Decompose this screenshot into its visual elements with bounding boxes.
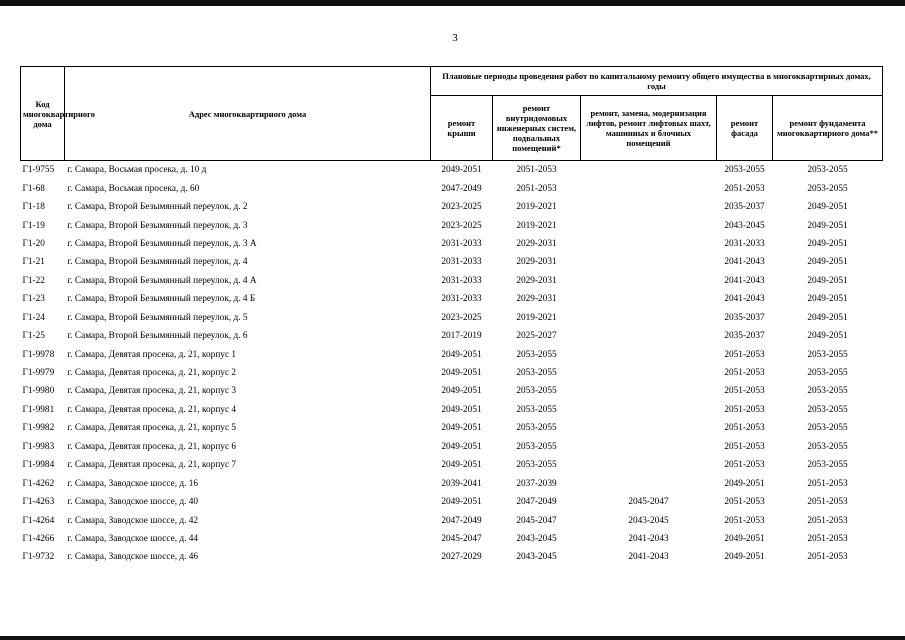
code-cell: Г1-9732 [22,552,55,563]
address-cell: г. Самара, Второй Безымянный переулок, д. 5 [67,312,248,323]
foundation-cell: 2049-2051 [807,257,848,268]
address-cell: г. Самара, Девятая просека, д. 21, корпус 2 [67,368,237,379]
facade-cell: 2051-2053 [724,404,765,415]
table-row [21,474,883,492]
table-row [21,290,883,308]
address-cell: г. Самара, Второй Безымянный переулок, д. 3 А [67,238,257,249]
table-row [21,253,883,271]
elevators-cell [581,253,717,271]
table-row [21,401,883,419]
foundation-cell: 2053-2055 [807,183,848,194]
foundation-cell: 2049-2051 [807,220,848,231]
address-cell: г. Самара, Девятая просека, д. 21, корпус 3 [67,386,237,397]
facade-cell: 2053-2055 [724,165,765,176]
elevators-cell: 2041-2043 [628,552,669,563]
systems-cell: 2051-2053 [516,165,557,176]
facade-cell: 2043-2045 [724,220,765,231]
systems-cell: 2025-2027 [516,331,557,342]
address-cell: г. Самара, Девятая просека, д. 21, корпус 4 [67,404,237,415]
systems-cell: 2029-2031 [516,257,557,268]
code-cell: Г1-9978 [22,349,55,360]
facade-cell: 2051-2053 [724,368,765,379]
foundation-cell: 2049-2051 [807,294,848,305]
code-cell: Г1-9981 [22,404,55,415]
address-cell: г. Самара, Заводское шоссе, д. 16 [67,478,199,489]
foundation-cell: 2053-2055 [807,386,848,397]
elevators-cell [581,364,717,382]
table-body [21,161,883,567]
roof-cell: 2049-2051 [441,368,482,379]
systems-cell: 2045-2047 [516,515,557,526]
roof-cell: 2031-2033 [441,294,482,305]
address-cell: г. Самара, Заводское шоссе, д. 42 [67,515,199,526]
address-cell: г. Самара, Заводское шоссе, д. 40 [67,497,199,508]
facade-cell: 2051-2053 [724,515,765,526]
elevators-cell [581,327,717,345]
header-code: Код многоквартирного дома [21,67,65,161]
table-row [21,198,883,216]
roof-cell: 2049-2051 [441,460,482,471]
roof-cell: 2031-2033 [441,257,482,268]
elevators-cell [581,382,717,400]
facade-cell: 2041-2043 [724,257,765,268]
table-row [21,216,883,234]
code-cell: Г1-68 [22,183,45,194]
elevators-cell [581,179,717,197]
code-cell: Г1-22 [22,275,45,286]
address-cell: г. Самара, Второй Безымянный переулок, д. 6 [67,331,248,342]
systems-cell: 2019-2021 [516,220,557,231]
header-roof: ремонт крыши [431,96,493,161]
table-row [21,235,883,253]
foundation-cell: 2051-2053 [807,478,848,489]
elevators-cell [581,216,717,234]
code-cell: Г1-9980 [22,386,55,397]
foundation-cell: 2049-2051 [807,331,848,342]
address-cell: г. Самара, Восьмая просека, д. 10 д [67,165,207,176]
foundation-cell: 2049-2051 [807,312,848,323]
roof-cell: 2017-2019 [441,331,482,342]
address-cell: г. Самара, Второй Безымянный переулок, д. 4 А [67,275,257,286]
foundation-cell: 2053-2055 [807,423,848,434]
foundation-cell: 2051-2053 [807,497,848,508]
elevators-cell [581,474,717,492]
roof-cell: 2049-2051 [441,165,482,176]
foundation-cell: 2053-2055 [807,460,848,471]
header-facade: ремонт фасада [717,96,773,161]
table-row [21,438,883,456]
systems-cell: 2043-2045 [516,552,557,563]
roof-cell: 2027-2029 [441,552,482,563]
code-cell: Г1-18 [22,202,45,213]
code-cell: Г1-25 [22,331,45,342]
table-row [21,327,883,345]
facade-cell: 2051-2053 [724,423,765,434]
code-cell: Г1-9755 [22,165,55,176]
facade-cell: 2041-2043 [724,275,765,286]
systems-cell: 2053-2055 [516,460,557,471]
facade-cell: 2035-2037 [724,331,765,342]
code-cell: Г1-9984 [22,460,55,471]
code-cell: Г1-21 [22,257,45,268]
foundation-cell: 2053-2055 [807,349,848,360]
code-cell: Г1-4262 [22,478,55,489]
foundation-cell: 2049-2051 [807,202,848,213]
address-cell: г. Самара, Заводское шоссе, д. 44 [67,533,199,544]
systems-cell: 2053-2055 [516,386,557,397]
roof-cell: 2031-2033 [441,275,482,286]
facade-cell: 2031-2033 [724,238,765,249]
foundation-cell: 2053-2055 [807,441,848,452]
elevators-cell [581,272,717,290]
table-row [21,179,883,197]
roof-cell: 2049-2051 [441,349,482,360]
systems-cell: 2029-2031 [516,275,557,286]
roof-cell: 2047-2049 [441,515,482,526]
roof-cell: 2049-2051 [441,497,482,508]
elevators-cell: 2041-2043 [628,533,669,544]
systems-cell: 2053-2055 [516,349,557,360]
systems-cell: 2051-2053 [516,183,557,194]
roof-cell: 2049-2051 [441,404,482,415]
elevators-cell [581,401,717,419]
header-systems: ремонт внутридомовых инженерных систем, подвальных помещений* [493,96,581,161]
address-cell: г. Самара, Второй Безымянный переулок, д. 4 [67,257,248,268]
elevators-cell [581,345,717,363]
foundation-cell: 2053-2055 [807,368,848,379]
bottom-border [0,636,905,640]
elevators-cell [581,198,717,216]
foundation-cell: 2049-2051 [807,275,848,286]
facade-cell: 2035-2037 [724,312,765,323]
systems-cell: 2053-2055 [516,404,557,415]
address-cell: г. Самара, Девятая просека, д. 21, корпус 7 [67,460,237,471]
code-cell: Г1-4264 [22,515,55,526]
systems-cell: 2053-2055 [516,368,557,379]
code-cell: Г1-19 [22,220,45,231]
table-row [21,419,883,437]
systems-cell: 2053-2055 [516,423,557,434]
address-cell: г. Самара, Второй Безымянный переулок, д. 4 Б [67,294,256,305]
code-cell: Г1-24 [22,312,45,323]
elevators-cell [581,290,717,308]
table-row [21,530,883,548]
facade-cell: 2041-2043 [724,294,765,305]
elevators-cell: 2043-2045 [628,515,669,526]
table-row [21,345,883,363]
code-cell: Г1-4263 [22,497,55,508]
roof-cell: 2023-2025 [441,312,482,323]
facade-cell: 2051-2053 [724,386,765,397]
systems-cell: 2047-2049 [516,497,557,508]
foundation-cell: 2051-2053 [807,533,848,544]
elevators-cell [581,438,717,456]
address-cell: г. Самара, Заводское шоссе, д. 46 [67,552,199,563]
foundation-cell: 2053-2055 [807,165,848,176]
roof-cell: 2023-2025 [441,202,482,213]
systems-cell: 2037-2039 [516,478,557,489]
address-cell: г. Самара, Девятая просека, д. 21, корпус 6 [67,441,237,452]
table-row [21,272,883,290]
facade-cell: 2049-2051 [724,478,765,489]
table-row [21,364,883,382]
elevators-cell [581,456,717,474]
code-cell: Г1-23 [22,294,45,305]
facade-cell: 2049-2051 [724,552,765,563]
address-cell: г. Самара, Девятая просека, д. 21, корпус 5 [67,423,237,434]
address-cell: г. Самара, Второй Безымянный переулок, д. 3 [67,220,248,231]
capital-repair-table [20,66,883,567]
header-foundation: ремонт фундамента многоквартирного дома** [773,96,883,161]
header-address: Адрес многоквартирного дома [65,67,431,161]
code-cell: Г1-9979 [22,368,55,379]
facade-cell: 2051-2053 [724,497,765,508]
code-cell: Г1-9982 [22,423,55,434]
elevators-cell: 2045-2047 [628,497,669,508]
table-row [21,309,883,327]
table-row [21,548,883,566]
systems-cell: 2029-2031 [516,294,557,305]
address-cell: г. Самара, Девятая просека, д. 21, корпус 1 [67,349,237,360]
foundation-cell: 2051-2053 [807,552,848,563]
elevators-cell [581,309,717,327]
code-cell: Г1-9983 [22,441,55,452]
roof-cell: 2023-2025 [441,220,482,231]
systems-cell: 2029-2031 [516,238,557,249]
foundation-cell: 2053-2055 [807,404,848,415]
roof-cell: 2049-2051 [441,423,482,434]
elevators-cell [581,161,717,180]
facade-cell: 2051-2053 [724,460,765,471]
table-row [21,456,883,474]
top-border [0,0,905,6]
roof-cell: 2045-2047 [441,533,482,544]
code-cell: Г1-20 [22,238,45,249]
table-row [21,493,883,511]
roof-cell: 2039-2041 [441,478,482,489]
header-elevators: ремонт, замена, модернизация лифтов, ремонт лифтовых шахт, машинных и блочных помещений [581,96,717,161]
facade-cell: 2051-2053 [724,183,765,194]
page-number: 3 [452,32,458,44]
elevators-cell [581,419,717,437]
header-periods-title: Плановые периоды проведения работ по капитальному ремонту общего имущества в многоквартирных домах, годы [431,67,883,96]
table-row [21,511,883,529]
systems-cell: 2053-2055 [516,441,557,452]
facade-cell: 2051-2053 [724,349,765,360]
roof-cell: 2049-2051 [441,386,482,397]
roof-cell: 2049-2051 [441,441,482,452]
systems-cell: 2043-2045 [516,533,557,544]
table-row [21,161,883,180]
facade-cell: 2049-2051 [724,533,765,544]
foundation-cell: 2051-2053 [807,515,848,526]
roof-cell: 2047-2049 [441,183,482,194]
systems-cell: 2019-2021 [516,202,557,213]
facade-cell: 2051-2053 [724,441,765,452]
address-cell: г. Самара, Восьмая просека, д. 60 [67,183,200,194]
roof-cell: 2031-2033 [441,238,482,249]
elevators-cell [581,235,717,253]
facade-cell: 2035-2037 [724,202,765,213]
code-cell: Г1-4266 [22,533,55,544]
systems-cell: 2019-2021 [516,312,557,323]
table-row [21,382,883,400]
foundation-cell: 2049-2051 [807,238,848,249]
address-cell: г. Самара, Второй Безымянный переулок, д. 2 [67,202,248,213]
